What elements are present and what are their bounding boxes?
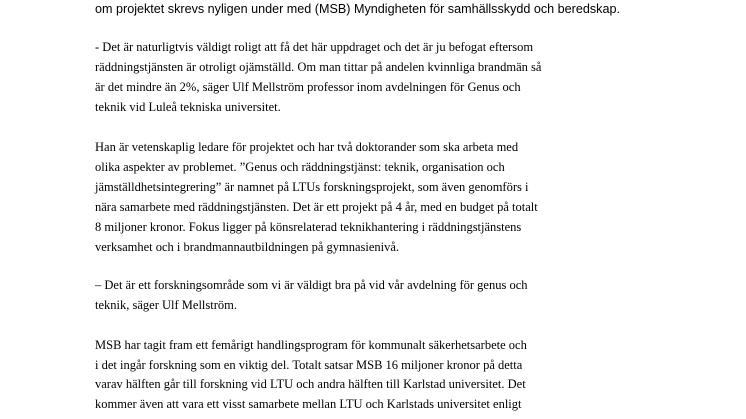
text-line: är det mindre än 2%, säger Ulf Mellström professor inom avdelningen för Genus och [95,80,521,94]
text-line: verksamhet och i brandmannautbildningen på gymnasienivå. [95,240,400,254]
text-line: 8 miljoner kronor. Fokus ligger på könsrelaterad teknikhantering i räddningstjänstens [95,220,522,234]
lead-line: om projektet skrevs nyligen under med (MSB) Myndigheten för samhällsskydd och beredskap. [95,2,620,16]
paragraph-project-description [95,137,715,257]
paragraph-msb-program [95,336,715,414]
text-line: - Det är naturligtvis väldigt roligt att få det här uppdraget och det är ju befogat eftersom [95,40,534,54]
text-line: kommer även att vara ett visst samarbete mellan LTU och Karlstads universitet enligt [95,396,522,411]
text-line: teknik vid Luleå tekniska universitet. [95,100,281,114]
text-line: räddningstjänsten är otroligt ojämställd. Om man tittar på andelen kvinnliga brandmän så [95,60,542,74]
paragraph-quote-research-area [95,275,715,315]
text-line: i det ingår forskning som en viktig del. Totalt satsar MSB 16 miljoner kronor på detta [95,357,523,372]
text-line: teknik, säger Ulf Mellström. [95,298,237,312]
text-line: olika aspekter av problemet. ”Genus och räddningstjänst: teknik, organisation och [95,160,505,174]
text-line: MSB har tagit fram ett femårigt handlingsprogram för kommunalt säkerhetsarbete och [95,338,527,352]
text-line: jämställdhetsintegrering” är namnet på LTUs forskningsprojekt, som även genomförs i [95,180,529,194]
text-line: Han är vetenskaplig ledare för projektet och har två doktorander som ska arbeta med [95,140,519,154]
paragraph-quote-intro [95,37,715,117]
text-line: – Det är ett forskningsområde som vi är väldigt bra på vid vår avdelning för genus och [95,278,528,292]
text-line: varav hälften går till forskning vid LTU och andra hälften till Karlstad universitet. Det [95,377,526,391]
text-line: nära samarbete med räddningstjänsten. Det är ett projekt på 4 år, med en budget på totalt [95,200,538,214]
